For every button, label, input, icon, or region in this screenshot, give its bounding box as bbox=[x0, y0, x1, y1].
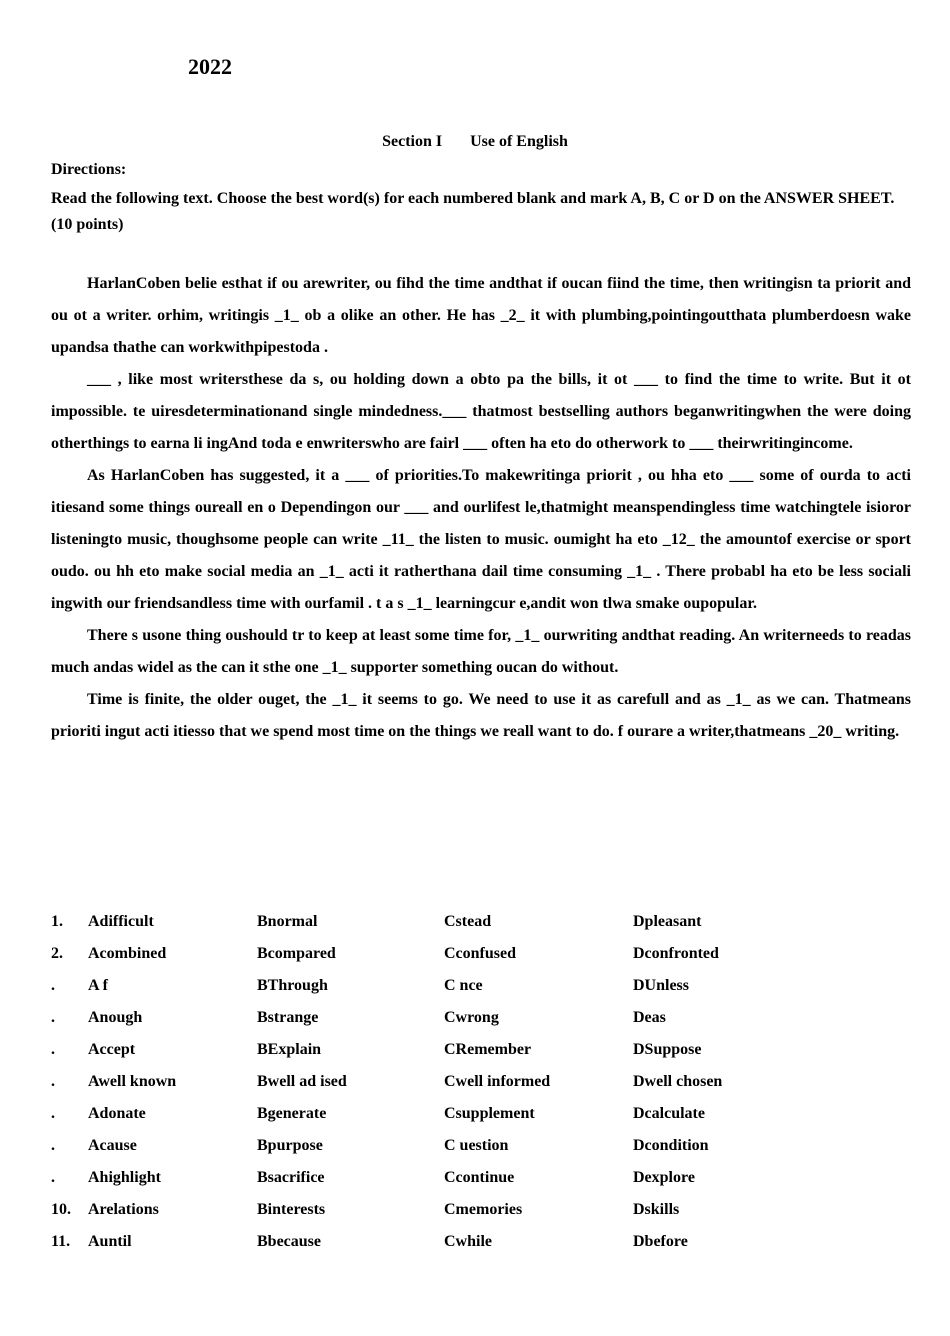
section-name: Use of English bbox=[470, 133, 568, 150]
option-c: Ccontinue bbox=[444, 1169, 515, 1186]
option-d: DSuppose bbox=[633, 1041, 702, 1058]
options-row-2 bbox=[51, 938, 911, 970]
option-b: Bstrange bbox=[257, 1009, 319, 1026]
options-row-4 bbox=[51, 1002, 911, 1034]
question-number: . bbox=[51, 1137, 55, 1154]
option-b: Bsacrifice bbox=[257, 1169, 325, 1186]
question-number: 11. bbox=[51, 1233, 71, 1250]
options-row-5 bbox=[51, 1034, 911, 1066]
option-a: A f bbox=[88, 977, 108, 994]
option-d: Dbefore bbox=[633, 1233, 688, 1250]
option-a: Awell known bbox=[88, 1073, 177, 1090]
directions-label: Directions: bbox=[51, 161, 127, 178]
option-a: Accept bbox=[88, 1041, 136, 1058]
option-c: Cwrong bbox=[444, 1009, 499, 1026]
option-c: C uestion bbox=[444, 1137, 509, 1154]
option-a: Anough bbox=[88, 1009, 143, 1026]
option-a: Acause bbox=[88, 1137, 137, 1154]
options-row-9 bbox=[51, 1162, 911, 1194]
directions-text: Read the following text. Choose the best word(s) for each numbered blank and mark A, B, C or D on the ANSWER SHEET. (10 points) bbox=[51, 190, 895, 233]
option-b: Bbecause bbox=[257, 1233, 321, 1250]
option-c: Cwhile bbox=[444, 1233, 492, 1250]
option-c: C nce bbox=[444, 977, 483, 994]
options-row-11 bbox=[51, 1226, 911, 1258]
option-c: Cwell informed bbox=[444, 1073, 551, 1090]
option-d: Dskills bbox=[633, 1201, 680, 1218]
option-b: Bnormal bbox=[257, 913, 318, 930]
options-row-6 bbox=[51, 1066, 911, 1098]
option-c: Csupplement bbox=[444, 1105, 535, 1122]
option-b: BThrough bbox=[257, 977, 328, 994]
options-row-3 bbox=[51, 970, 911, 1002]
option-d: Dconfronted bbox=[633, 945, 719, 962]
reading-passage bbox=[51, 268, 911, 748]
option-b: Bwell ad ised bbox=[257, 1073, 347, 1090]
option-d: Dpleasant bbox=[633, 913, 702, 930]
question-number: . bbox=[51, 1073, 55, 1090]
option-b: Binterests bbox=[257, 1201, 326, 1218]
question-number: . bbox=[51, 977, 55, 994]
exam-year: 2022 bbox=[188, 54, 232, 79]
option-a: Adonate bbox=[88, 1105, 146, 1122]
option-b: BExplain bbox=[257, 1041, 322, 1058]
passage-paragraph-2: ___ , like most writersthese da s, ou holding down a obto pa the bills, it ot ___ to find the time to write. But it ot impossible. te uiresdeterminationand single mindedness.___ thatmost bestselling authors beganwritingwhen the were doing otherthings to earna li ingAnd toda e enwriterswho are fairl ___ often ha eto do otherwork to ___ theirwritingincome. bbox=[51, 371, 911, 452]
option-d: DUnless bbox=[633, 977, 690, 994]
answer-options bbox=[51, 906, 911, 1258]
option-a: Auntil bbox=[88, 1233, 132, 1250]
option-b: Bpurpose bbox=[257, 1137, 323, 1154]
options-row-7 bbox=[51, 1098, 911, 1130]
question-number: . bbox=[51, 1105, 55, 1122]
option-c: CRemember bbox=[444, 1041, 532, 1058]
options-row-10 bbox=[51, 1194, 911, 1226]
passage-paragraph-4: There s usone thing oushould tr to keep at least some time for, _1_ ourwriting andthat reading. An writerneeds to readas much andas widel as the can it sthe one _1_ supporter something oucan do without. bbox=[51, 627, 911, 676]
passage-paragraph-1: HarlanCoben belie esthat if ou arewriter, ou fihd the time andthat if oucan fiind the time, then writingisn ta priorit and ou ot a writer. orhim, writingis _1_ ob a olike an other. He has _2_ it with plumbing,pointingoutthata plumberdoesn wake upandsa thathe can workwithpipestoda . bbox=[51, 275, 911, 356]
section-title bbox=[0, 133, 950, 151]
option-d: Deas bbox=[633, 1009, 666, 1026]
question-number: 10. bbox=[51, 1201, 71, 1218]
option-b: Bgenerate bbox=[257, 1105, 327, 1122]
passage-paragraph-5: Time is finite, the older ouget, the _1_ it seems to go. We need to use it as carefull and as _1_ as we can. Thatmeans prioriti ingut acti itiesso that we spend most time on the things we reall want to do. f ourare a writer,thatmeans _20_ writing. bbox=[51, 691, 911, 740]
question-number: 2. bbox=[51, 945, 63, 962]
option-c: Cstead bbox=[444, 913, 492, 930]
question-number: . bbox=[51, 1169, 55, 1186]
options-row-8 bbox=[51, 1130, 911, 1162]
options-row-1 bbox=[51, 906, 911, 938]
option-a: Acombined bbox=[88, 945, 167, 962]
option-c: Cmemories bbox=[444, 1201, 523, 1218]
option-a: Ahighlight bbox=[88, 1169, 161, 1186]
option-d: Dwell chosen bbox=[633, 1073, 723, 1090]
option-a: Arelations bbox=[88, 1201, 159, 1218]
passage-paragraph-3: As HarlanCoben has suggested, it a ___ of priorities.To makewritinga priorit , ou hha eto ___ some of ourda to acti itiesand some things oureall en o Dependingon our ___ and ourlifest le,thatmight meanspendingless time watchingtele isioror listeningto music, thoughsome people can write _11_ the listen to music. oumight ha eto _12_ the amountof exercise or sport oudo. ou hh eto make social media an _1_ acti it ratherthana dail time consuming _1_ . There probabl ha eto be less sociali ingwith our friendsandless time with ourfamil . t a s _1_ learningcur e,andit won tlwa smake oupopular. bbox=[51, 467, 911, 612]
option-a: Adifficult bbox=[88, 913, 154, 930]
option-d: Dexplore bbox=[633, 1169, 695, 1186]
option-d: Dcalculate bbox=[633, 1105, 705, 1122]
option-d: Dcondition bbox=[633, 1137, 709, 1154]
option-c: Cconfused bbox=[444, 945, 517, 962]
question-number: . bbox=[51, 1041, 55, 1058]
option-b: Bcompared bbox=[257, 945, 336, 962]
question-number: . bbox=[51, 1009, 55, 1026]
section-number: Section I bbox=[382, 133, 443, 150]
question-number: 1. bbox=[51, 913, 63, 930]
